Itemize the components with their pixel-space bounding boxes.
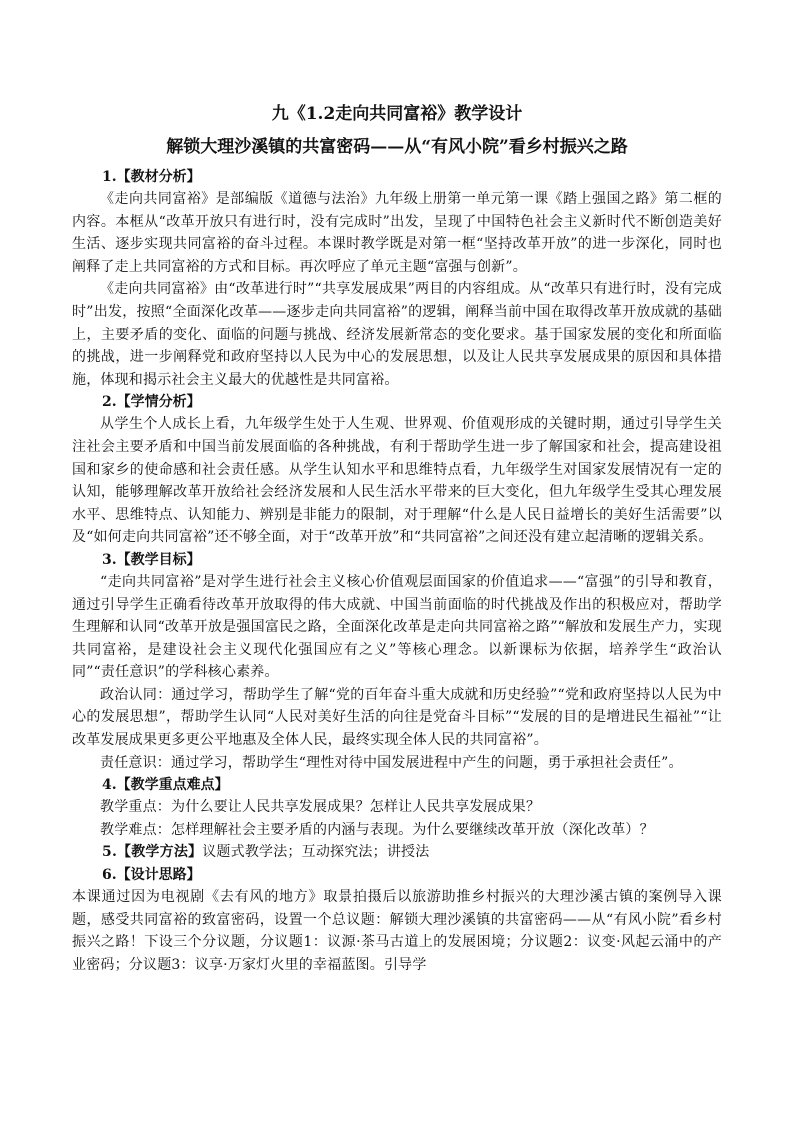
paragraph: 从学生个人成长上看，九年级学生处于人生观、世界观、价值观形成的关键时期，通过引导学生关注社会主要矛盾和中国当前发展面临的各种挑战，有利于帮助学生进一步了解国家和社会，提高建设祖国和家乡的使命感和社会责任感。从学生认知水平和思维特点看，九年级学生对国家发展情况有一定的认知，能够理解改革开放给社会经济发展和人民生活水平带来的巨大变化，但九年级学生受其心理发展水平、思维特点、认知能力、辨别是非能力的限制，对于理解“什么是人民日益增长的美好生活需要”以及“如何走向共同富裕”还不够全面，对于“改革开放”和“共同富裕”之间还没有建立起清晰的逻辑关系。 [72, 416, 722, 546]
section-heading-key-points: 4.【教学重点难点】 [102, 777, 229, 794]
document-page [72, 100, 722, 976]
paragraph: 教学难点：怎样理解社会主要矛盾的内涵与表现。为什么要继续改革开放（深化改革）？ [100, 821, 654, 838]
paragraph: 本课通过因为电视剧《去有风的地方》取景拍摄后以旅游助推乡村振兴的大理沙溪古镇的案例导入课题，感受共同富裕的致富密码，设置一个总议题：解锁大理沙溪镇的共富密码——从“有风小院”看乡村振兴之路！下设三个分议题，分议题1：议源·茶马古道上的发展困境；分议题2：议变·风起云涌中的产业密码；分议题3：议享·万家灯火里的幸福蓝图。引导学 [72, 889, 722, 973]
paragraph: 责任意识：通过学习，帮助学生“理性对待中国发展进程中产生的问题，勇于承担社会责任”。 [100, 754, 683, 771]
section-heading-teaching-methods: 5.【教学方法】 [102, 844, 203, 861]
section-heading-design-idea: 6.【设计思路】 [102, 867, 201, 884]
paragraph: 《走向共同富裕》由“改革进行时”“共享发展成果”两目的内容组成。从“改革只有进行时，没有完成时”出发，按照“全面深化改革——逐步走向共同富裕”的逻辑，阐释当前中国在取得改革开放成就的基础上，主要矛盾的变化、面临的问题与挑战、经济发展新常态的变化要求。基于国家发展的变化和所面临的挑战，进一步阐释党和政府坚持以人民为中心的发展思想，以及让人民共享发展成果的原因和具体措施，体现和揭示社会主义最大的优越性是共同富裕。 [72, 281, 722, 388]
document-title: 九《1.2走向共同富裕》教学设计 [271, 104, 523, 124]
paragraph: 教学重点：为什么要让人民共享发展成果？怎样让人民共享发展成果？ [100, 799, 541, 816]
section-heading-textbook-analysis: 1.【教材分析】 [102, 169, 201, 185]
paragraph: 政治认同：通过学习，帮助学生了解“党的百年奋斗重大成就和历史经验”“党和政府坚持以人民为中心的发展思想”，帮助学生认同“人民对美好生活的向往是党奋斗目标”“发展的目的是增进民生福祉”“让改革发展成果更多更公平地惠及全体人民，最终实现全体人民的共同富裕”。 [72, 686, 722, 749]
section-heading-student-analysis: 2.【学情分析】 [102, 394, 201, 411]
document-subtitle: 解锁大理沙溪镇的共富密码——从“有风小院”看乡村振兴之路 [166, 137, 628, 157]
paragraph: “走向共同富裕”是对学生进行社会主义核心价值观层面国家的价值追求——“富强”的引导和教育，通过引导学生正确看待改革开放取得的伟大成就、中国当前面临的时代挑战及作出的积极应对，帮助学生理解和认同“改革开放是强国富民之路，全面深化改革是走向共同富裕之路”“解放和发展生产力，实现共同富裕，是建设社会主义现代化强国应有之义”等核心理念。以新课标为依据，培养学生“政治认同”“责任意识”的学科核心素养。 [72, 573, 722, 681]
section-teaching-methods [72, 841, 722, 864]
teaching-methods-text: 议题式教学法；互动探究法；讲授法 [202, 844, 430, 861]
section-heading-teaching-goals: 3.【教学目标】 [102, 551, 201, 568]
paragraph: 《走向共同富裕》是部编版《道德与法治》九年级上册第一单元第一课《踏上强国之路》第二框的内容。本框从“改革开放只有进行时，没有完成时”出发，呈现了中国特色社会主义新时代不断创造美好生活、逐步实现共同富裕的奋斗过程。本课时教学既是对第一框“坚持改革开放”的进一步深化，同时也阐释了走上共同富裕的方式和目标。再次呼应了单元主题“富强与创新”。 [72, 191, 722, 275]
